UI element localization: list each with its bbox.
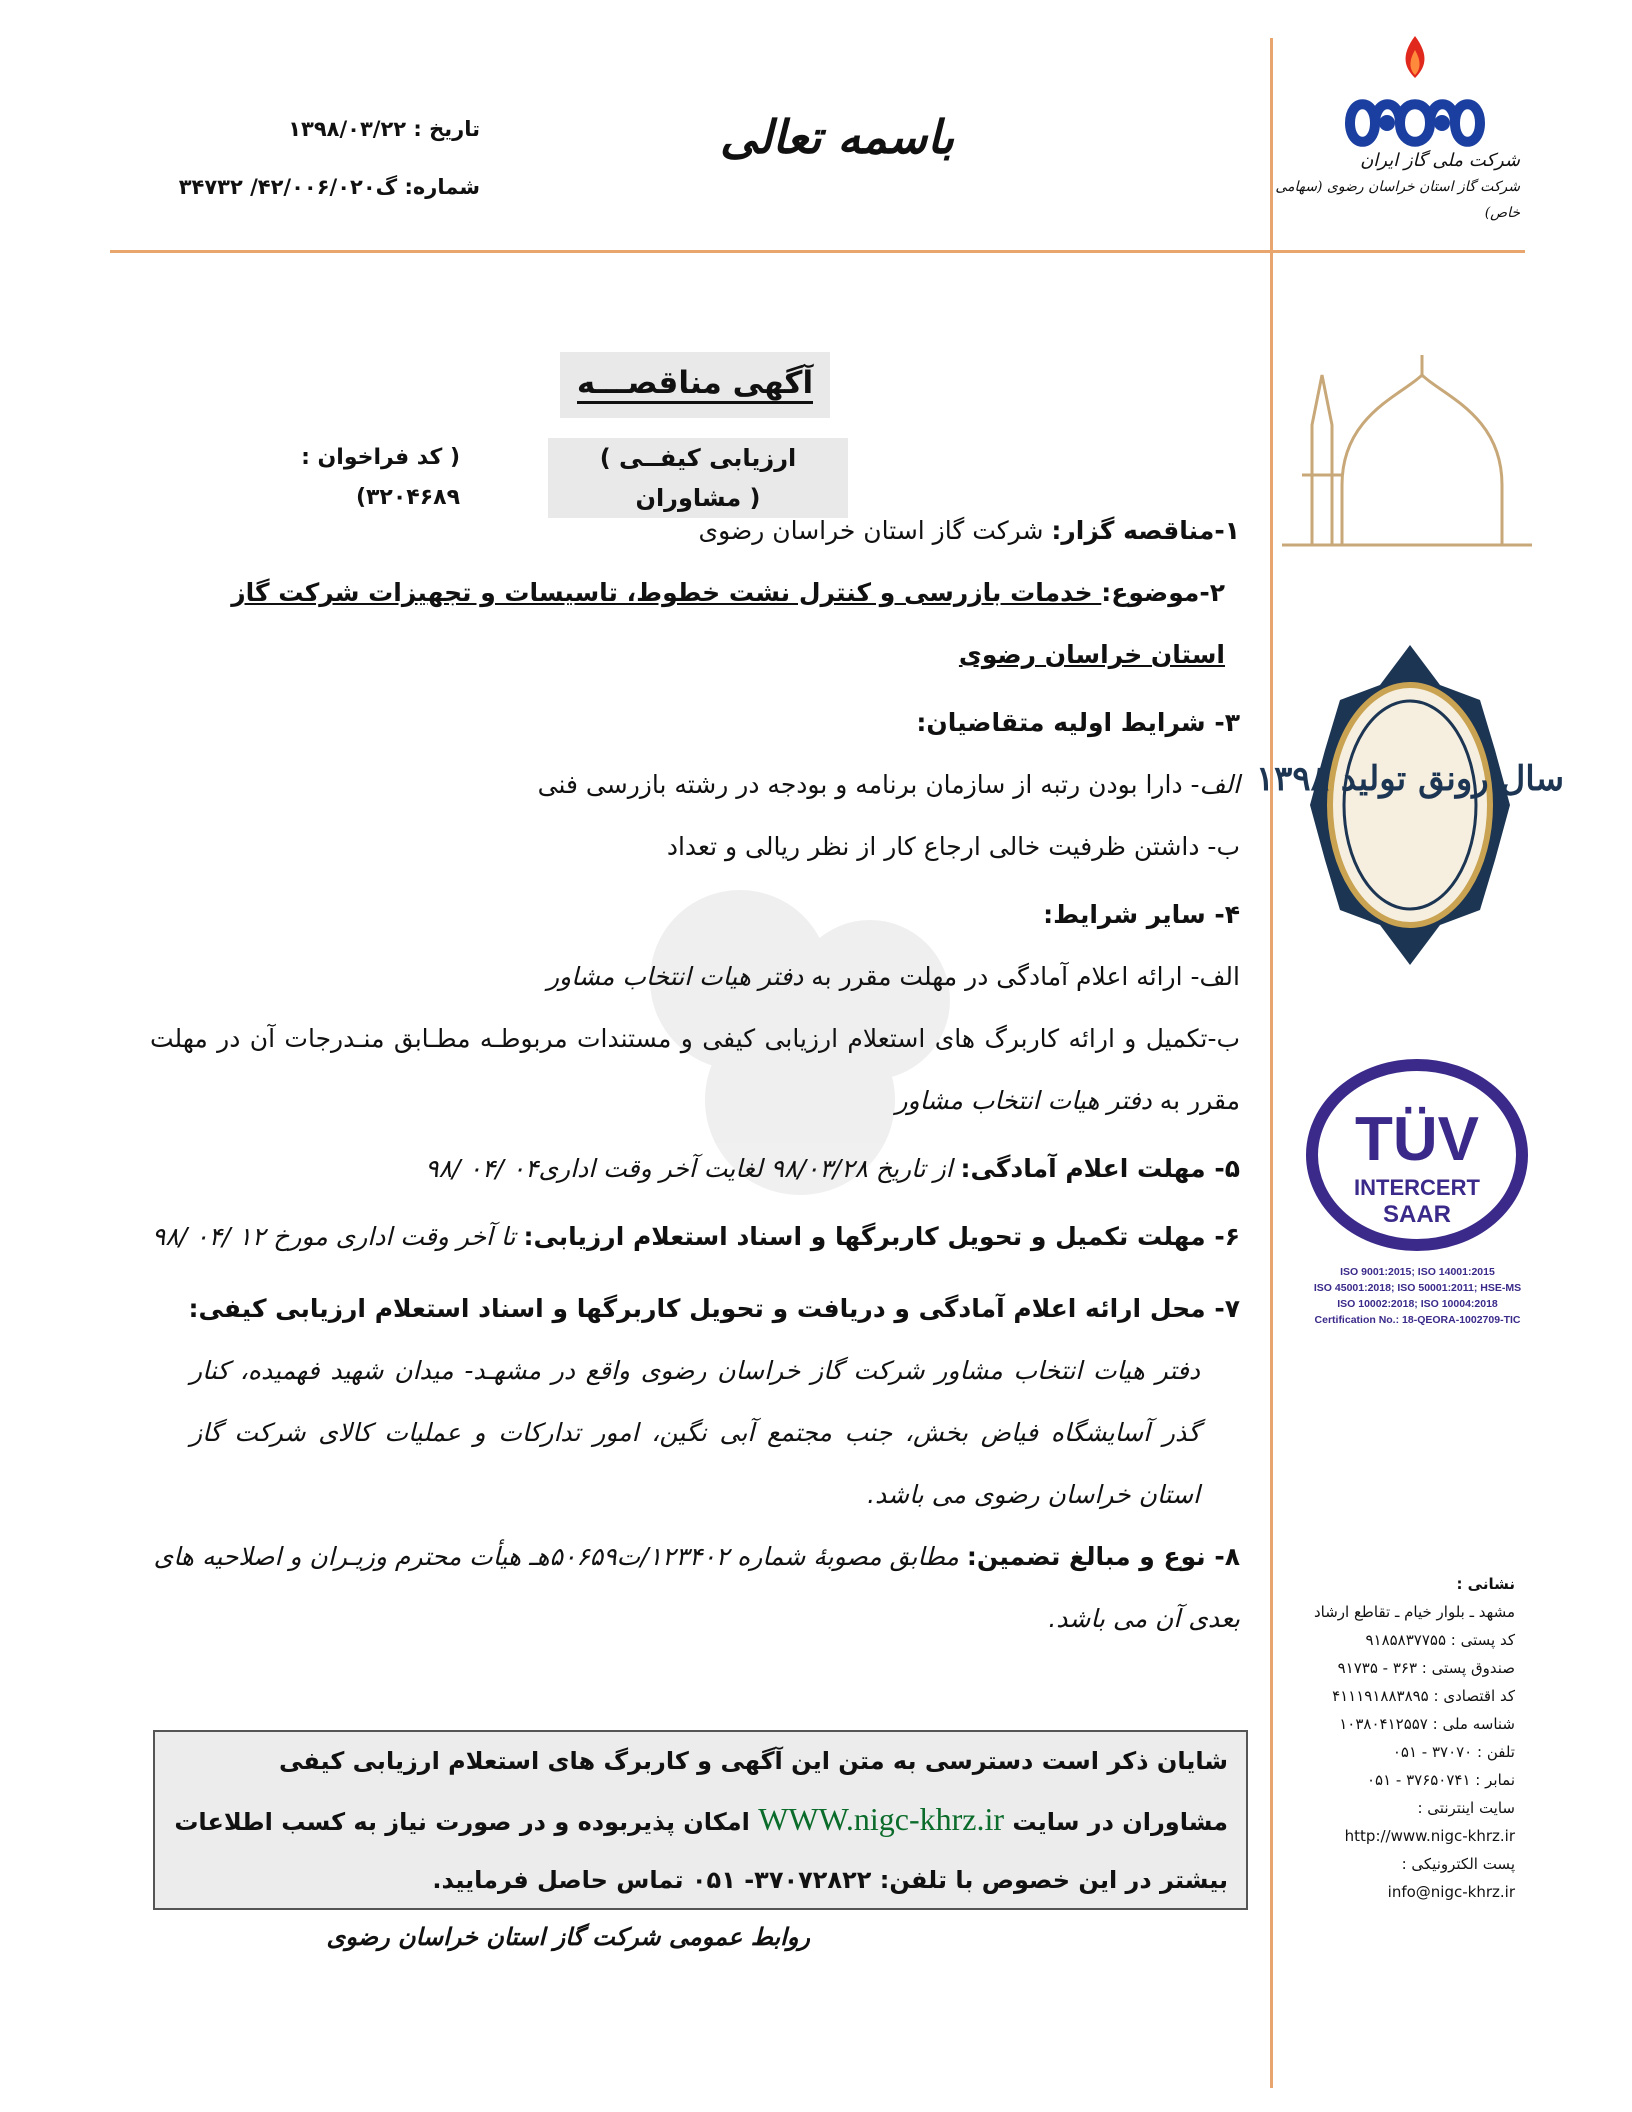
tuv-certificate <box>1305 1060 1530 1340</box>
item-6-text: تا آخر وقت اداری مورخ ۱۲ /۰۴ /۹۸ <box>151 1222 524 1251</box>
tuv-iso-list <box>1305 1264 1530 1328</box>
item-2-text: خدمات بازرسی و کنترل نشت خطوط، تاسیسات و تجهیزات شرکت گاز استان خراسان رضوی <box>231 578 1225 669</box>
letter-meta <box>150 100 480 216</box>
company-name-line2: شرکت گاز استان خراسان رضوی (سهامی خاص) <box>1275 179 1520 221</box>
info-box-text-1: شایان ذکر است دسترسی به متن این آگهی و کاربرگ های استعلام ارزیابی کیفی مشاوران در سایت <box>278 1747 1228 1836</box>
item-5-label: ۵- مهلت اعلام آمادگی: <box>960 1154 1240 1183</box>
company-address <box>1270 1570 1515 1906</box>
tuv-iso-line1: ISO 9001:2015; ISO 14001:2015 <box>1340 1266 1495 1278</box>
address-email-link[interactable]: info@nigc-khrz.ir <box>1387 1883 1515 1901</box>
item-3a <box>150 754 1240 816</box>
tuv-iso-line3: ISO 10002:2018; ISO 10004:2018 <box>1337 1298 1498 1310</box>
address-po-box: صندوق پستی : ۳۶۳ - ۹۱۷۳۵ <box>1337 1659 1515 1677</box>
company-name-line1: شرکت ملی گاز ایران <box>1360 150 1520 171</box>
item-6-label: ۶- مهلت تکمیل و تحویل کاربرگها و اسناد استعلام ارزیابی: <box>523 1222 1240 1251</box>
address-fax: نمابر : ۳۷۶۵۰۷۴۱ - ۰۵۱ <box>1366 1771 1515 1789</box>
item-7-text: دفتر هیات انتخاب مشاور شرکت گاز خراسان رضوی واقع در مشهـد- میدان شهید فهمیده، کنار گذر آسایشگاه فیاض بخش، جنب مجتمع آبی نگین، امور تدارکات و عملیات کالای شرکت گاز استان خراسان رضوی می باشد. <box>190 1356 1200 1509</box>
header-divider <box>110 250 1525 253</box>
item-7 <box>150 1278 1240 1340</box>
emblem-text: سال رونق تولید ۱۳۹۸ <box>1255 759 1565 799</box>
item-1-label: ۱-مناقصه گزار: <box>1051 516 1240 545</box>
call-code: ( کد فراخوان : ۳۲۰۴۶۸۹) <box>301 445 460 510</box>
website-link[interactable]: WWW.nigc-khrz.ir <box>758 1801 1005 1837</box>
item-4a <box>150 946 1240 1008</box>
item-8-label: ۸- نوع و مبالغ تضمین: <box>966 1542 1240 1571</box>
address-postal-code: کد پستی : ۹۱۸۵۸۳۷۷۵۵ <box>1365 1631 1515 1649</box>
item-3 <box>150 692 1240 754</box>
item-2 <box>150 562 1240 686</box>
address-phone: تلفن : ۳۷۰۷۰ - ۰۵۱ <box>1392 1743 1515 1761</box>
item-4 <box>150 884 1240 946</box>
notice-body <box>150 500 1240 1650</box>
letter-number: شماره: گ۴۲/۰۰۶/۰۲۰/ ۳۴۷۳۲ <box>178 175 480 199</box>
item-1 <box>150 500 1240 562</box>
item-5-text: از تاریخ ۹۸/۰۳/۲۸ لغایت آخر وقت اداری۰۴ /۰۴ /۹۸ <box>425 1154 961 1183</box>
tuv-intercert: INTERCERT <box>1354 1175 1480 1200</box>
address-economic-code: کد اقتصادی : ۴۱۱۱۹۱۸۸۳۸۹۵ <box>1332 1687 1515 1705</box>
address-street: مشهد ـ بلوار خیام ـ تقاطع ارشاد <box>1313 1603 1515 1621</box>
item-4b <box>150 1008 1240 1132</box>
item-3a-text: - دارا بودن رتبه از سازمان برنامه و بودجه در رشته بازرسی فنی <box>537 770 1200 799</box>
item-4-label: ۴- سایر شرایط: <box>1043 900 1240 929</box>
address-web-label: سایت اینترنتی : <box>1417 1799 1515 1817</box>
item-4a-label: الف- ارائه اعلام آمادگی در مهلت مقرر به <box>803 962 1240 991</box>
tuv-brand: TÜV <box>1355 1105 1479 1174</box>
address-title: نشانی : <box>1456 1575 1515 1593</box>
item-8-text: مطابق مصوبۀ شماره ۱۲۳۴۰۲/ت۵۰۶۵۹هـ هیأت محترم وزیـران و اصلاحیه های بعدی آن می باشد. <box>153 1542 1240 1633</box>
item-7-label: ۷- محل ارائه اعلام آمادگی و دریافت و تحویل کاربرگها و اسناد استعلام ارزیابی کیفی: <box>188 1294 1240 1323</box>
notice-subtitle: ( ارزیابی کیفــی مشاوران ) <box>548 438 848 518</box>
item-1-text: شرکت گاز استان خراسان رضوی <box>698 516 1052 545</box>
item-8 <box>150 1526 1240 1650</box>
address-email-label: پست الکترونیکی : <box>1401 1855 1515 1873</box>
notice-title-text: آگهی مناقصـــه <box>577 365 813 404</box>
item-3-label: ۳- شرایط اولیه متقاضیان: <box>916 708 1240 737</box>
notice-title <box>560 352 830 418</box>
item-2-label: ۲-موضوع: <box>1101 578 1225 607</box>
item-3b: ب- داشتن ظرفیت خالی ارجاع کار از نظر ریالی و تعداد <box>666 832 1240 861</box>
letter-date: تاریخ : ۱۳۹۸/۰۳/۲۲ <box>288 117 480 141</box>
bismillah-heading: باسمه تعالی <box>720 110 954 164</box>
item-4a-text: دفتر هیات انتخاب مشاور <box>546 962 804 991</box>
website-info-box <box>153 1730 1248 1910</box>
item-4b-text: ب-تکمیل و ارائه کاربرگ های استعلام ارزیابی کیفی و مستندات مربوطـه مطـابق منـدرجات آن در مهلت مقرر به <box>150 1024 1240 1115</box>
item-4b-tail: دفتر هیات انتخاب مشاور <box>895 1086 1152 1115</box>
tuv-iso-line2: ISO 45001:2018; ISO 50001:2011; HSE-MS <box>1313 1282 1522 1294</box>
item-5 <box>150 1138 1240 1200</box>
mosque-outline-icon <box>1282 355 1532 550</box>
tuv-cert-number: Certification No.: 18-QEORA-1002709-TIC <box>1314 1314 1521 1326</box>
company-name <box>1270 148 1520 226</box>
production-year-emblem-icon <box>1255 640 1565 970</box>
item-6 <box>150 1206 1240 1268</box>
tuv-logo-icon <box>1305 1060 1530 1260</box>
address-national-id: شناسه ملی : ۱۰۳۸۰۴۱۲۵۵۷ <box>1339 1715 1515 1733</box>
signature: روابط عمومی شرکت گاز استان خراسان رضوی <box>326 1923 810 1951</box>
item-3a-label: الف <box>1199 770 1240 799</box>
tuv-saar: SAAR <box>1382 1201 1452 1228</box>
address-website-link[interactable]: http://www.nigc-khrz.ir <box>1344 1827 1515 1845</box>
info-box-text-2: امکان پذیربوده و در صورت نیاز به کسب اطلاعات بیشتر در این خصوص با تلفن: ۳۷۰۷۲۸۲۲- ۰۵۱ تماس حاصل فرمایید. <box>174 1808 1228 1894</box>
